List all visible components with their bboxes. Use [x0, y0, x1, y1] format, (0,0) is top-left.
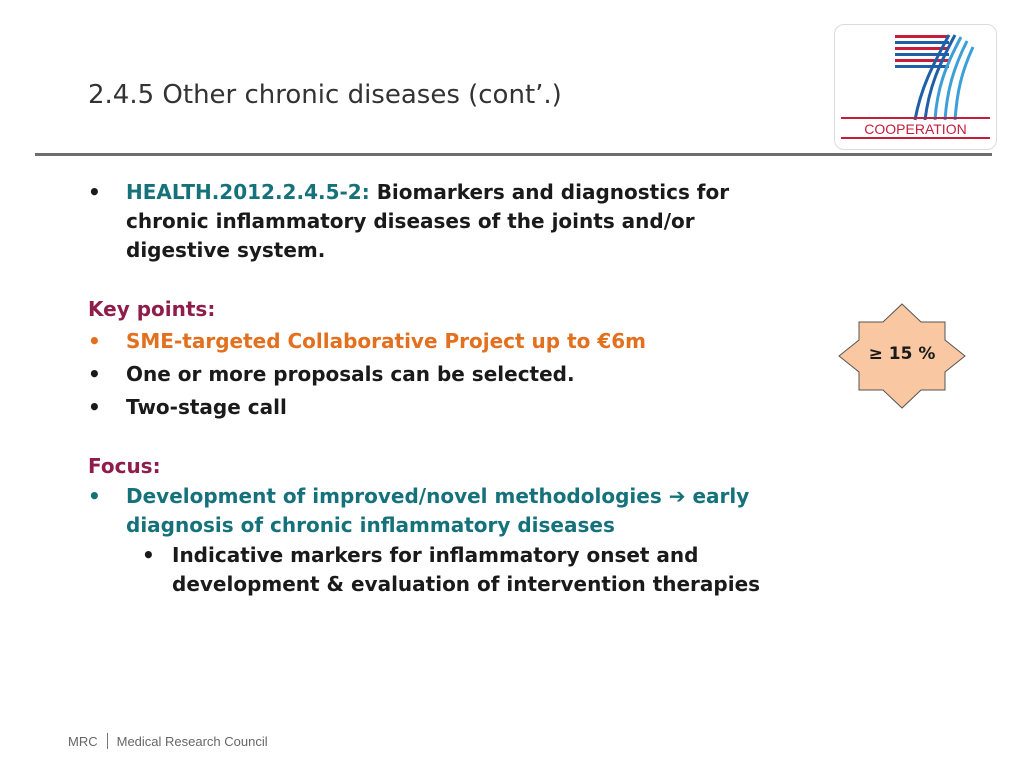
footer-separator	[107, 733, 108, 749]
bullet-dot: •	[88, 180, 101, 204]
bullet-dot: •	[88, 395, 101, 419]
footer	[68, 733, 268, 749]
list-item	[88, 393, 928, 422]
key-point-text: Two-stage call	[126, 395, 287, 419]
bullet-dot: •	[88, 362, 101, 386]
focus-text-part1: Development of improved/novel methodologies	[126, 484, 662, 508]
list-item	[88, 360, 928, 389]
bullet-dot: •	[88, 484, 101, 508]
focus-text-line2: diagnosis of chronic inflammatory diseases	[126, 513, 615, 537]
key-points-heading: Key points:	[88, 297, 216, 321]
list-item	[88, 482, 928, 540]
sub-list-item	[88, 541, 928, 599]
focus-text-part2: early	[692, 484, 750, 508]
sub-item-line2: development & evaluation of intervention therapies	[172, 572, 761, 596]
footer-org-full: Medical Research Council	[116, 734, 268, 749]
topic-title-line2: chronic inflammatory diseases of the joints and/or	[126, 209, 695, 233]
bullet-dot: •	[142, 543, 155, 567]
fp7-logo	[834, 24, 997, 150]
footer-org-short: MRC	[68, 734, 98, 749]
key-point-text: One or more proposals can be selected.	[126, 362, 575, 386]
slide-title: 2.4.5 Other chronic diseases (cont’.)	[88, 80, 562, 110]
topic-title-line1: Biomarkers and diagnostics for	[376, 180, 730, 204]
focus-heading: Focus:	[88, 454, 161, 478]
topic-title-line3: digestive system.	[126, 238, 326, 262]
logo-label: COOPERATION	[864, 121, 967, 137]
list-item-topic	[88, 178, 928, 265]
list-item	[88, 327, 928, 356]
title-divider	[35, 153, 992, 156]
key-point-text: SME-targeted Collaborative Project up to €6m	[126, 329, 647, 353]
badge-label: ≥ 15 %	[868, 344, 936, 364]
topic-code: HEALTH.2012.2.4.5-2:	[126, 180, 370, 204]
arrow-right-icon: ➔	[668, 484, 686, 508]
bullet-dot: •	[88, 329, 101, 353]
sub-item-line1: Indicative markers for inflammatory onset and	[172, 543, 699, 567]
slide-body	[88, 178, 928, 599]
